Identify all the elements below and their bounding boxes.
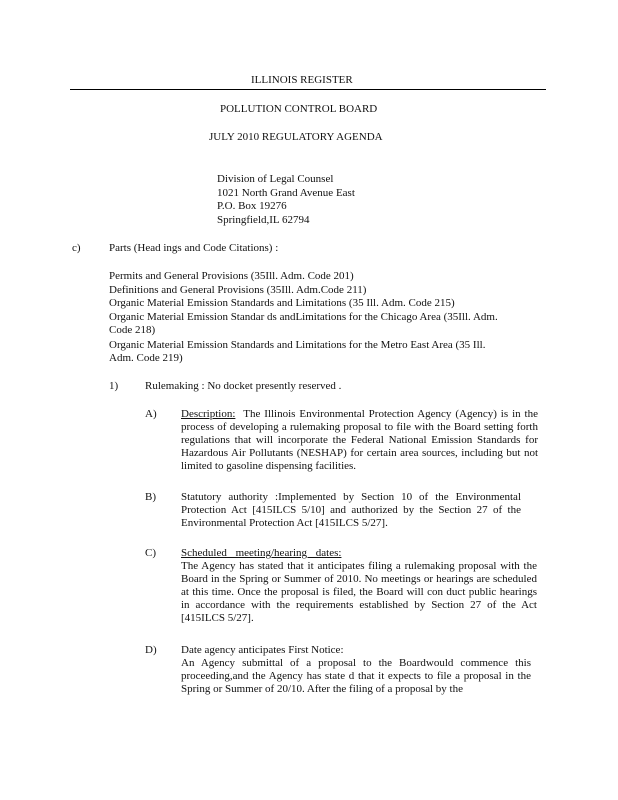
section-marker: c) — [72, 242, 81, 254]
address-line: Division of Legal Counsel — [217, 173, 334, 185]
address-line: 1021 North Grand Avenue East — [217, 187, 355, 199]
header-rule — [70, 89, 546, 90]
part-citation: Organic Material Emission Standards and Limitations for the Metro East Area (35 Ill. — [109, 339, 486, 351]
subitem-text: The Illinois Environmental Protection Agency (Agency) is in the process of developing a rulemaking proposal to file with the Board setting forth regulations that will incorporate the Federal National Emission Standards for Hazardous Air Pollutants (NESHAP) for certain area sources, including but not limited to gasoline dispensing facilities. — [181, 408, 538, 472]
part-citation: Organic Material Emission Standards and Limitations (35 Ill. Adm. Code 215) — [109, 297, 455, 309]
subitem-label: Description: — [181, 408, 236, 420]
part-citation: Definitions and General Provisions (35Ill. Adm.Code 211) — [109, 284, 367, 296]
item-title: Rulemaking : No docket presently reserved . — [145, 380, 342, 392]
subitem-marker: D) — [145, 644, 157, 656]
subitem-paragraph — [181, 644, 531, 696]
subitem-paragraph — [181, 408, 538, 473]
part-citation: Code 218) — [109, 324, 156, 336]
subitem-paragraph — [181, 491, 521, 530]
subitem-text: The Agency has stated that it anticipates filing a rulemaking proposal with the Board in the Spring or Summer of 2010. No meetings or hearings are scheduled at this time. Once the proposal is filed, the Board will con duct public hearings in accordance with the requirements established by Section 27 of the Act [415ILCS 5/27]. — [181, 560, 537, 624]
subitem-label: Date agency anticipates First Notice: — [181, 644, 344, 656]
part-citation: Adm. Code 219) — [109, 352, 183, 364]
part-citation: Permits and General Provisions (35Ill. Adm. Code 201) — [109, 270, 354, 282]
subitem-marker: C) — [145, 547, 156, 559]
address-line: P.O. Box 19276 — [217, 200, 287, 212]
board-title: POLLUTION CONTROL BOARD — [220, 103, 378, 115]
subitem-marker: B) — [145, 491, 156, 503]
subitem-label: Scheduled meeting/hearing dates: — [181, 547, 342, 559]
subitem-marker: A) — [145, 408, 157, 420]
part-citation: Organic Material Emission Standar ds andLimitations for the Chicago Area (35Ill. Adm. — [109, 311, 498, 323]
register-title: ILLINOIS REGISTER — [251, 74, 353, 86]
item-marker: 1) — [109, 380, 119, 392]
subitem-text: Statutory authority :Implemented by Section 10 of the Environmental Protection Act [415ILCS 5/10] and authorized by the Section 27 of the Environmental Protection Act [415ILCS 5/27]. — [181, 491, 521, 529]
agenda-title: JULY 2010 REGULATORY AGENDA — [209, 131, 383, 143]
address-line: Springfield,IL 62794 — [217, 214, 310, 226]
section-title: Parts (Head ings and Code Citations) : — [109, 242, 279, 254]
subitem-paragraph — [181, 547, 537, 625]
subitem-text: An Agency submittal of a proposal to the Boardwould commence this proceeding,and the Agency has state d that it expects to file a proposal in the Spring or Summer of 20/10. After the filing of a proposal by the — [181, 657, 531, 695]
